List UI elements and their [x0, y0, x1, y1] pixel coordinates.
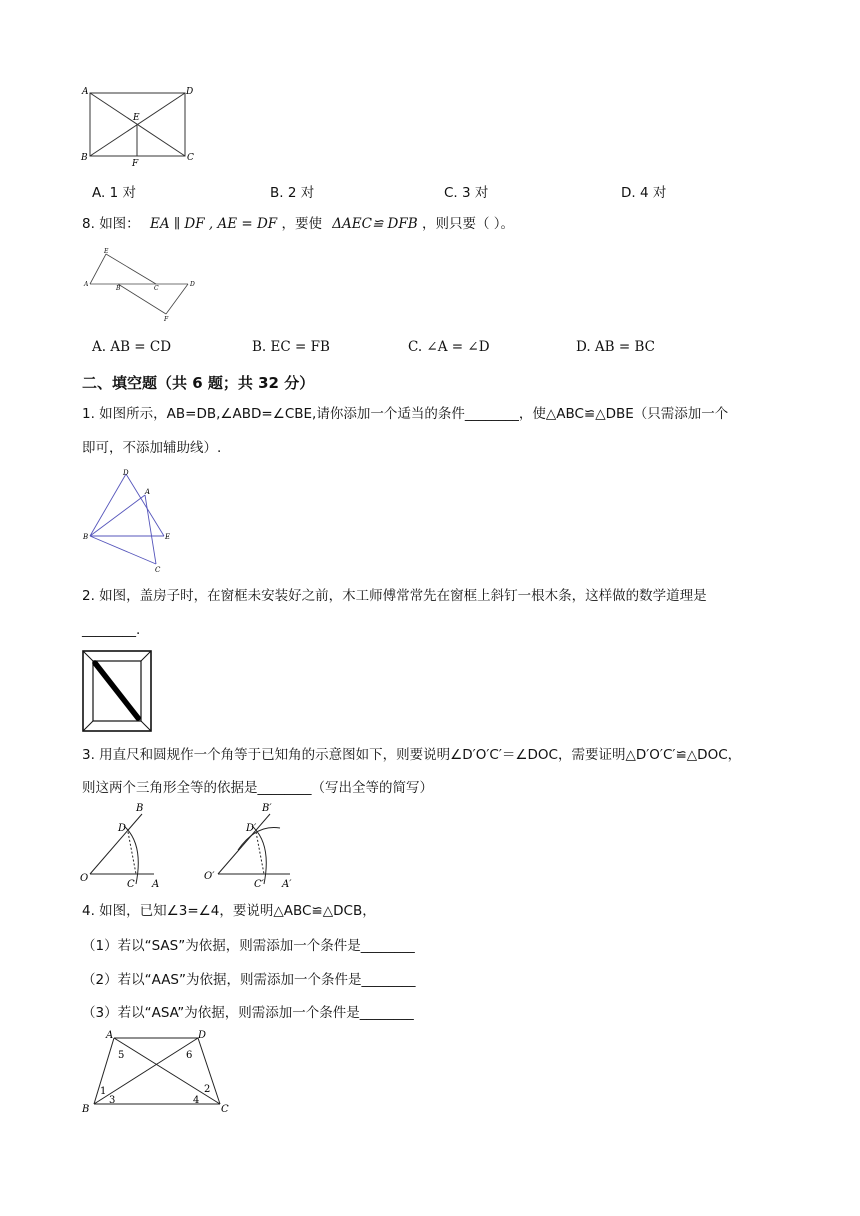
q8-condition-1: EA ∥ DF , AE = DF	[149, 216, 278, 232]
q7-label-e: E	[133, 113, 140, 123]
f3-left-label-d: D	[118, 823, 127, 834]
f3-figure-left	[78, 800, 170, 892]
f1-label-a: A	[145, 488, 151, 496]
f4-line-1: 4. 如图，已知∠3=∠4，要说明△ABC≌△DCB，	[82, 903, 376, 919]
q8-label-e: E	[104, 248, 109, 255]
q8-condition-2: ΔAEC≌ DFB	[332, 216, 418, 232]
f4-angle-4: 4	[193, 1095, 200, 1106]
f4-label-c: C	[221, 1104, 229, 1115]
f3-left-label-c: C	[127, 879, 135, 890]
f2-window-figure	[82, 650, 154, 734]
q8-lead: 如图：	[99, 216, 140, 232]
f4-angle-1: 1	[100, 1086, 107, 1097]
q8-figure	[84, 246, 196, 322]
f3-line-1: 3. 用直尺和圆规作一个角等于已知角的示意图如下，则要说明∠D′O′C′＝∠DOC，需要证明△D′O′C′≌△DOC，	[82, 747, 742, 763]
f4-label-b: B	[82, 1104, 90, 1115]
q8-label-d: D	[190, 281, 195, 288]
f2-line-2: ________.	[82, 622, 141, 638]
f1-line-2: 即可，不添加辅助线）.	[82, 440, 222, 456]
q8-option-a: A. AB = CD	[92, 339, 172, 355]
f4-angle-5: 5	[118, 1050, 125, 1061]
q8-option-d: D. AB = BC	[576, 339, 655, 355]
f1-label-e: E	[165, 533, 171, 541]
q7-label-f: F	[132, 159, 139, 169]
f4-sub-1: （1）若以“SAS”为依据，则需添加一个条件是________	[82, 938, 415, 954]
f4-angle-6: 6	[186, 1050, 193, 1061]
q8-option-c: C. ∠A = ∠D	[408, 339, 490, 355]
q7-option-b: B. 2 对	[270, 185, 315, 201]
q8-mid: ，要使	[281, 216, 322, 232]
f3-right-label-o: O′	[204, 871, 215, 882]
q7-option-c: C. 3 对	[444, 185, 489, 201]
q8-label-c: C	[154, 285, 159, 292]
q7-label-a: A	[82, 87, 89, 97]
f2-line-1: 2. 如图，盖房子时，在窗框未安装好之前，木工师傅常常先在窗框上斜钉一根木条，这样做的数学道理是	[82, 588, 707, 604]
f4-sub-3: （3）若以“ASA”为依据，则需添加一个条件是________	[82, 1005, 414, 1021]
f4-label-a: A	[106, 1030, 114, 1041]
q8-option-b: B. EC = FB	[252, 339, 330, 355]
f1-label-c: C	[155, 566, 161, 574]
f4-label-d: D	[198, 1030, 207, 1041]
f1-figure	[82, 466, 178, 574]
q7-figure	[80, 86, 200, 170]
q8-question	[82, 214, 514, 234]
q8-label-b: B	[116, 285, 121, 292]
q7-label-d: D	[186, 87, 194, 97]
q7-option-a: A. 1 对	[92, 185, 136, 201]
q8-number: 8.	[82, 216, 95, 232]
f1-label-b: B	[83, 533, 89, 541]
q7-label-b: B	[81, 153, 88, 163]
f3-figure-right	[202, 800, 302, 892]
q8-label-a: A	[84, 281, 89, 288]
f3-left-label-o: O	[80, 873, 89, 884]
q7-option-d: D. 4 对	[621, 185, 667, 201]
f3-right-label-d: D′	[246, 823, 257, 834]
f4-angle-2: 2	[204, 1084, 211, 1095]
f3-right-label-c: C′	[254, 879, 264, 890]
f3-line-2: 则这两个三角形全等的依据是________（写出全等的简写）	[82, 780, 433, 796]
section-2-title: 二、填空题（共 6 题；共 32 分）	[82, 374, 315, 392]
f4-sub-2: （2）若以“AAS”为依据，则需添加一个条件是________	[82, 972, 416, 988]
q8-label-f: F	[164, 316, 169, 323]
q7-label-c: C	[187, 153, 194, 163]
f1-label-d: D	[123, 469, 129, 477]
f3-left-label-a: A	[152, 879, 160, 890]
f3-left-label-b: B	[136, 803, 144, 814]
f3-right-label-b: B′	[262, 803, 272, 814]
f1-line-1: 1. 如图所示，AB=DB,∠ABD=∠CBE,请你添加一个适当的条件________，使△ABC≌△DBE（只需添加一个	[82, 406, 729, 422]
q8-tail: ，则只要（ ）。	[421, 216, 515, 232]
f3-right-label-a: A′	[282, 879, 292, 890]
f4-angle-3: 3	[109, 1095, 116, 1106]
f4-figure	[80, 1030, 236, 1114]
